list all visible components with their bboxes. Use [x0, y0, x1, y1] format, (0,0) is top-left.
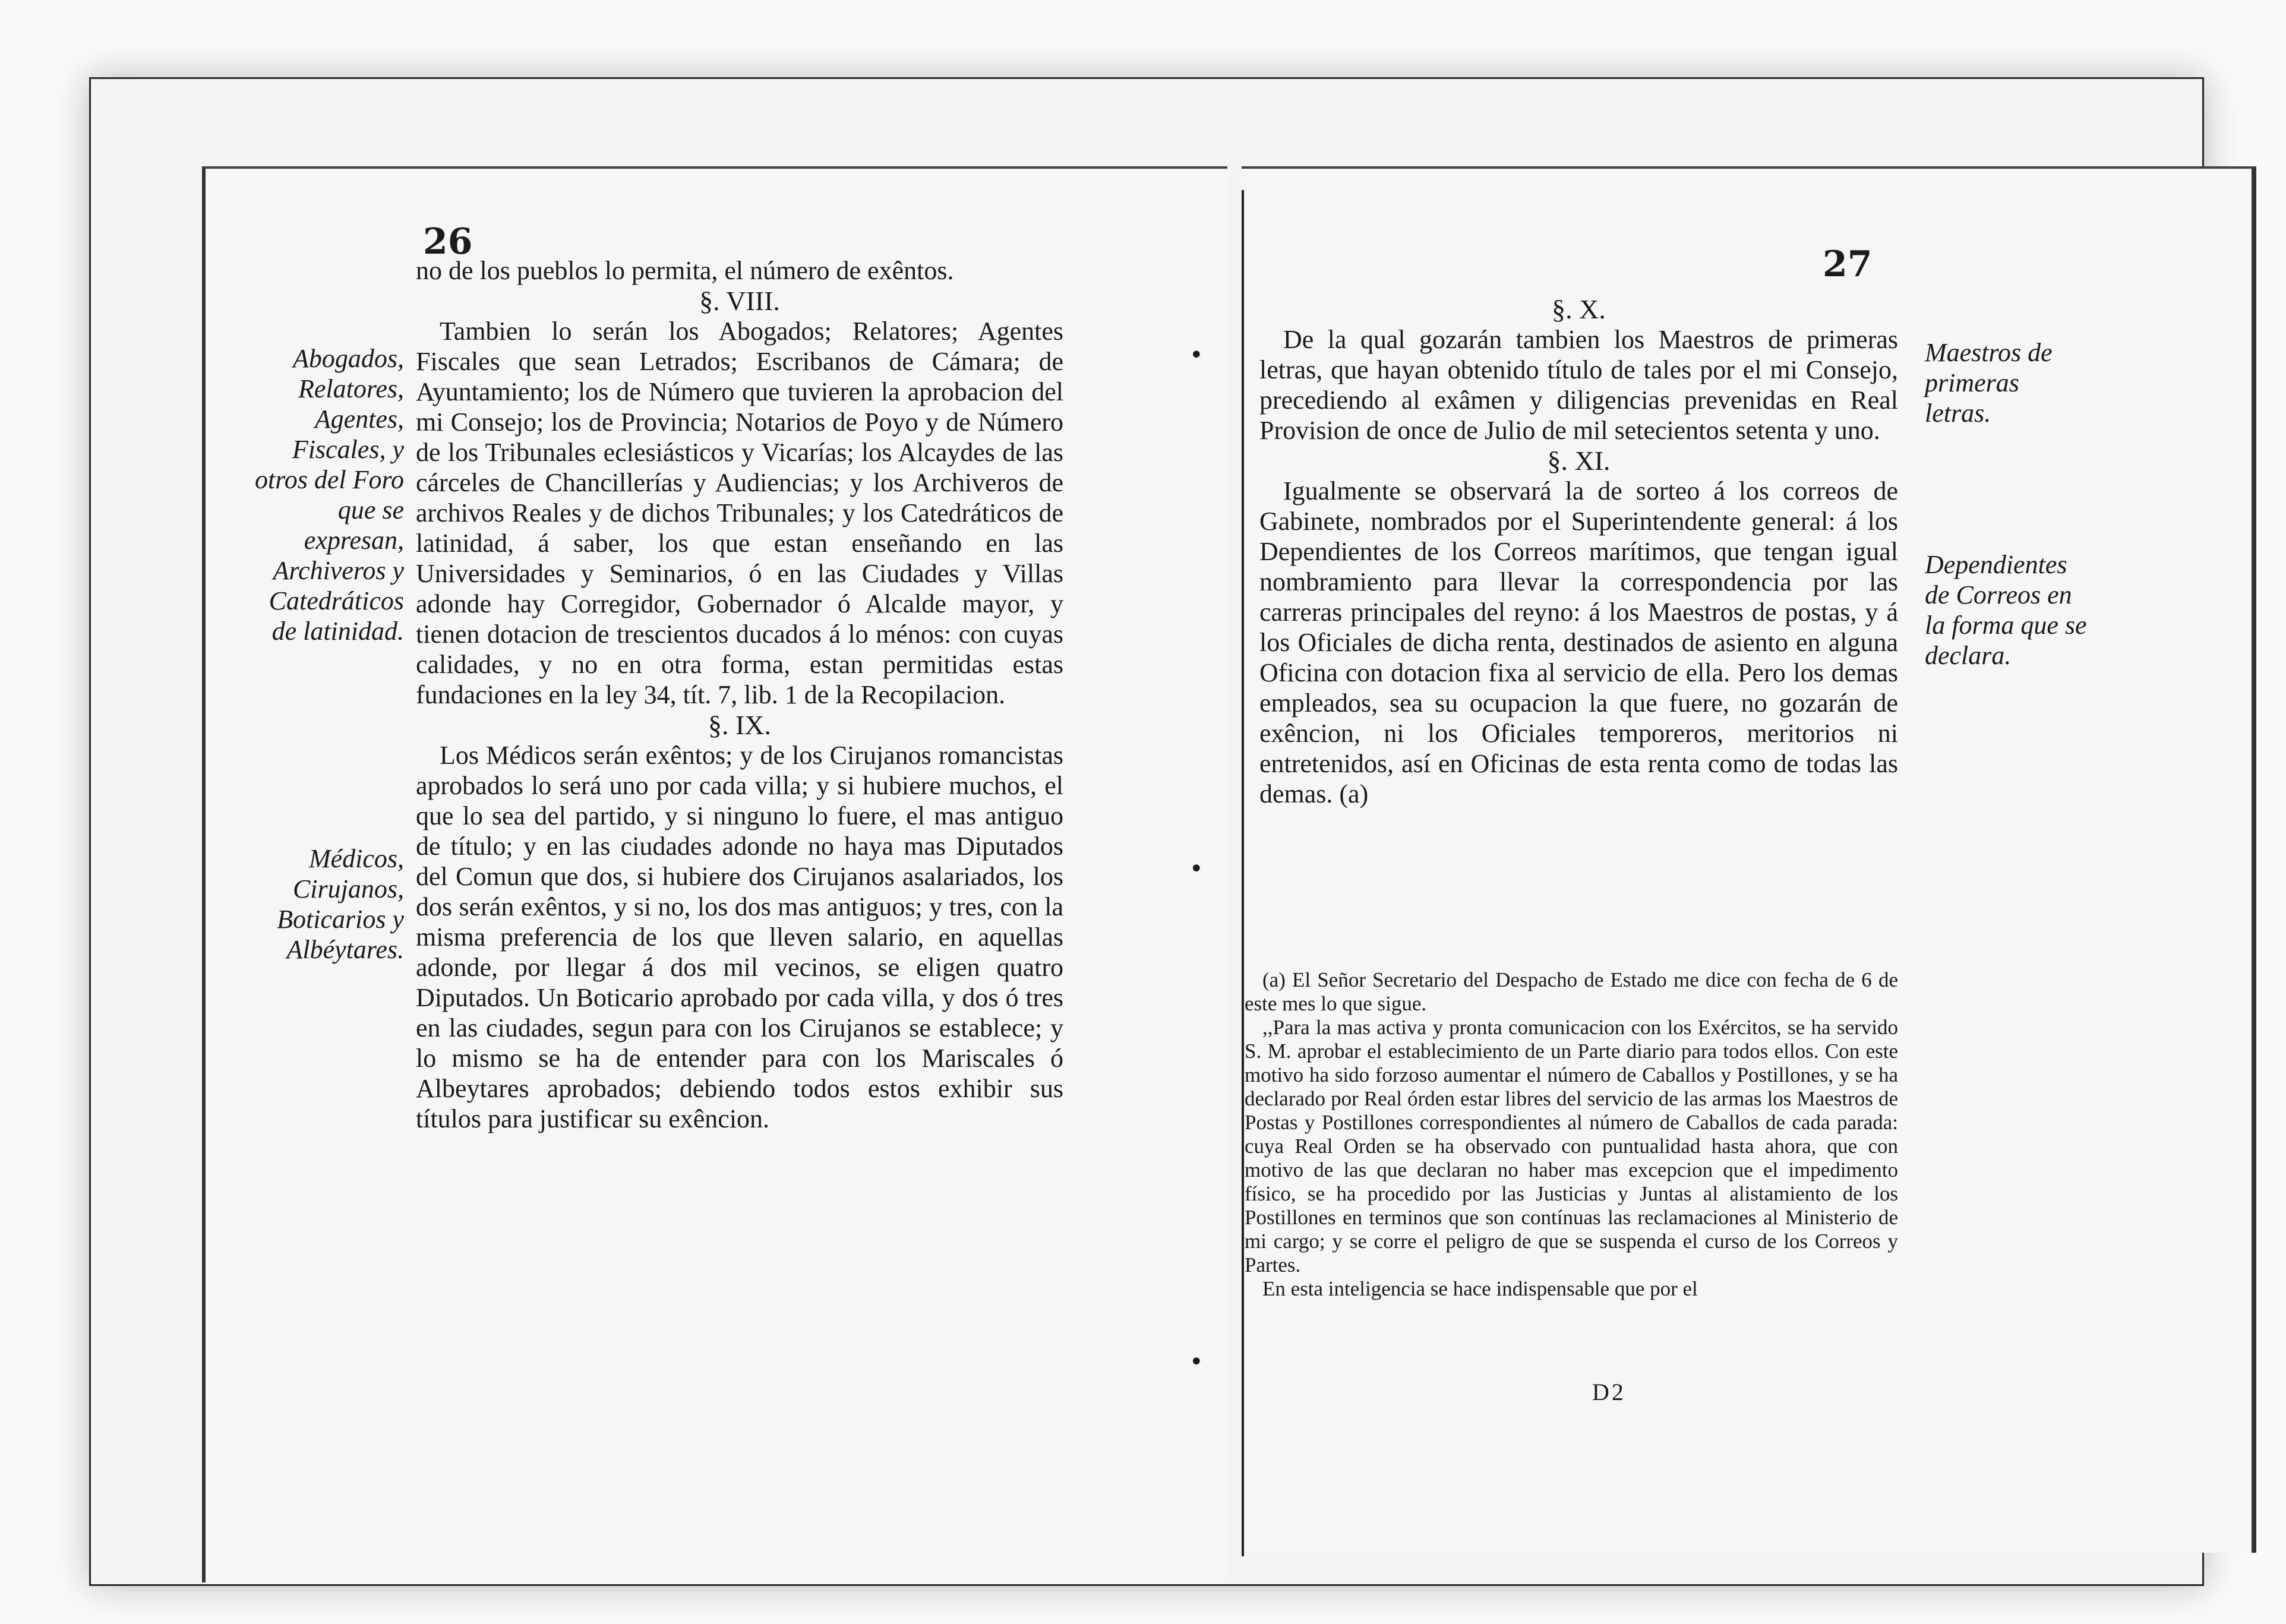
right-page-body	[1259, 294, 1898, 809]
margin-dot: •	[1189, 342, 1204, 369]
section-x-heading: §. X.	[1552, 294, 1606, 324]
margin-note-medicos: Médicos, Cirujanos, Boticarios y Albéytares.	[277, 844, 404, 964]
section-viii-text: Tambien lo serán los Abogados; Relatores; Agentes Fiscales que sean Letrados; Escribanos de Cámara; de Ayuntamiento; los de Número que tuvieren la aprobacion del mi Consejo; los de Provincia; Notarios de Poyo y de Número de los Tribunales eclesiásticos y Vicarías; los Alcaydes de las cárceles de Chancillerías y Audiencias; y los Archiveros de archivos Reales y de dichos Tribunales; y los Catedráticos de latinidad, á saber, los que estan enseñando en las Universidades y Seminarios, ó en las Ciudades y Villas adonde hay Corregidor, Gobernador ó Alcalde mayor, y tienen dotacion de trescientos ducados á lo ménos: con cuyas calidades, y no en otra forma, estan permitidas estas fundaciones en la ley 34, tít. 7, lib. 1 de la Recopilacion.	[416, 317, 1063, 709]
left-page-body	[416, 255, 1063, 1134]
footnote-continuation: En esta inteligencia se hace indispensable que por el	[1262, 1277, 1698, 1300]
section-x-text: De la qual gozarán tambien los Maestros de primeras letras, que hayan obtenido título de tales por el mi Consejo, precediendo al exâmen y diligencias prevenidas en Real Provision de once de Julio de mil setecientos setenta y uno.	[1259, 325, 1898, 445]
opening-lines: no de los pueblos lo permita, el número de exêntos.	[416, 256, 954, 285]
section-xi-heading: §. XI.	[1547, 446, 1611, 476]
margin-note-dependientes: Dependientes de Correos en la forma que se declara.	[1925, 550, 2087, 670]
section-xi-text: Igualmente se observará la de sorteo á los correos de Gabinete, nombrados por el Superintendente general: á los Dependientes de los Correos marítimos, que tengan igual nombramiento para llevar la correspondencia por las carreras principales del reyno: á los Maestros de postas, y á los Oficiales de dicha renta, destinados de asiento en alguna Oficina con dotacion fixa al servicio de ella. Pero los demas empleados, sea su ocupacion la que fuere, no gozarán de exêncion, ni los Oficiales temporeros, meritorios ni entretenidos, así en Oficinas de esta renta como de todas las demas. (a)	[1259, 476, 1898, 808]
margin-note-abogados: Abogados, Relatores, Agentes, Fiscales, y otros del Foro que se expresan, Archiveros y Catedráticos de latinidad.	[255, 344, 404, 646]
section-ix-text: Los Médicos serán exêntos; y de los Cirujanos romancistas aprobados lo será uno por cada villa; y si hubiere muchos, el que lo sea del partido, y si ninguno lo fuere, el mas antiguo de título; y en las ciudades adonde no haya mas Diputados del Comun que dos, si hubiere dos Cirujanos asalariados, los dos serán exêntos, y si no, los dos mas antiguos; y tres, con la misma preferencia de los que lleven salario, en aquellas adonde, por llegar á dos mil vecinos, se eligen quatro Diputados. Un Boticario aprobado por cada villa, y dos ó tres en las ciudades, segun para con los Cirujanos se establece; y lo mismo se ha de entender para con los Mariscales ó Albeytares aprobados; debiendo todos estos exhibir sus títulos para justificar su exêncion.	[416, 741, 1063, 1133]
printer-signature: D2	[1592, 1379, 1626, 1405]
section-ix-heading: §. IX.	[708, 710, 772, 740]
margin-note-maestros: Maestros de primeras letras.	[1925, 338, 2053, 428]
page-number-left: 26	[423, 221, 473, 263]
page-number-right: 27	[1823, 244, 1873, 285]
book-gutter	[1242, 190, 1244, 1556]
margin-dot: •	[1189, 855, 1204, 883]
footnote-intro: (a) El Señor Secretario del Despacho de Estado me dice con fecha de 6 de este mes lo que sigue.	[1245, 968, 1898, 1015]
footnote	[1245, 968, 1898, 1301]
section-viii-heading: §. VIII.	[699, 286, 780, 316]
footnote-quote: ,,Para la mas activa y pronta comunicacion con los Exércitos, se ha servido S. M. aprobar el establecimiento de un Parte diario para todos ellos. Con este motivo ha sido forzoso aumentar el número de Caballos y Postillones, y se ha declarado por Real órden estar libres del servicio de las armas los Maestros de Postas y Postillones correspondientes al número de Caballos de cada parada: cuya Real Orden se ha observado con puntualidad hasta ahora, que con motivo de las que declaran no haber mas excepcion que el impedimento físico, se ha procedido por las Justicias y Juntas al alistamiento de los Postillones en terminos que son contínuas las reclamaciones al Ministerio de mi cargo; y se corre el peligro de que se suspenda el curso de los Correos y Partes.	[1245, 1016, 1898, 1277]
margin-dot: •	[1189, 1348, 1204, 1376]
